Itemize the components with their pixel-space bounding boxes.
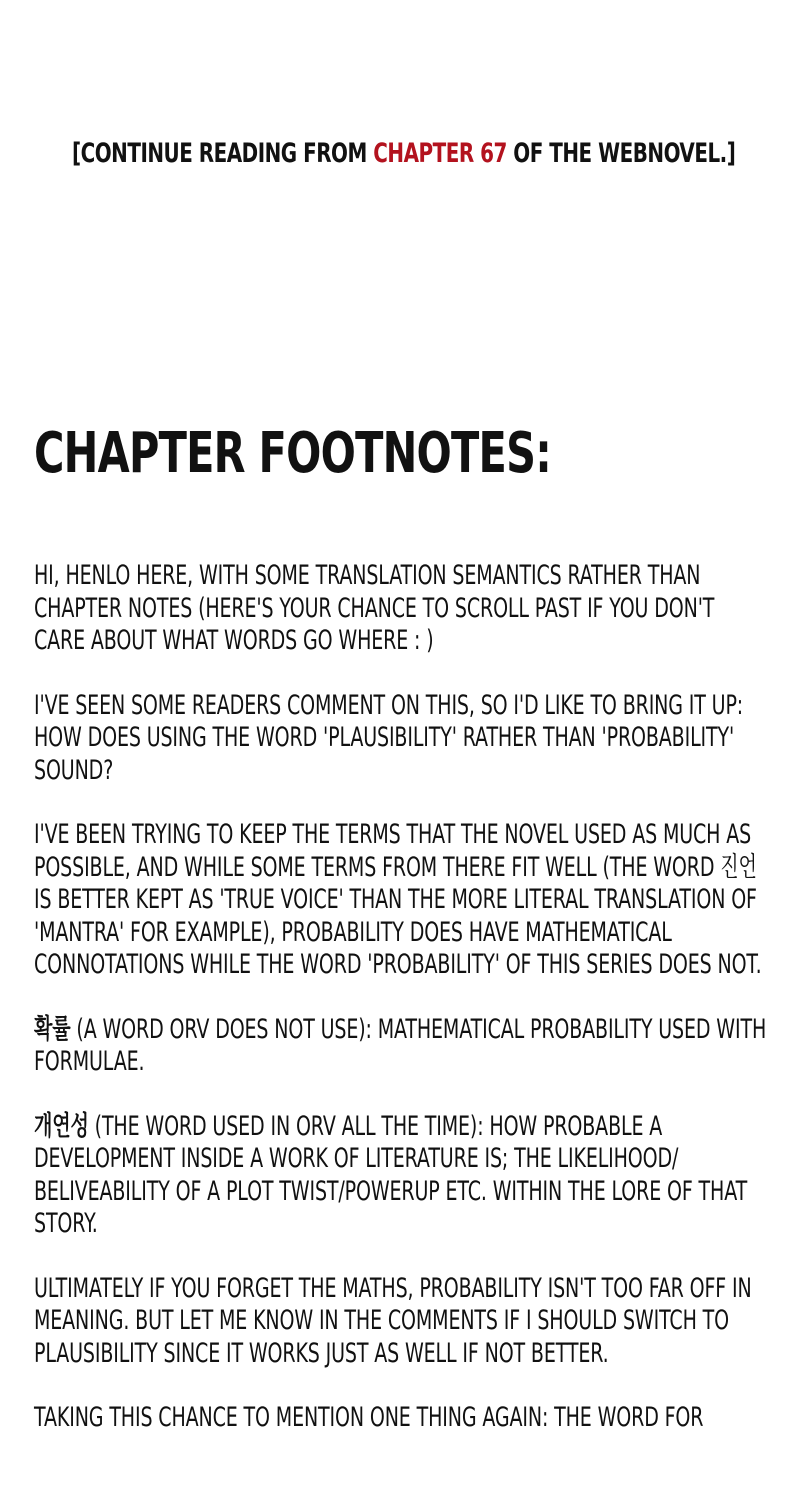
paragraph-explanation: I'VE BEEN TRYING TO KEEP THE TERMS THAT THE NOVEL USED AS MUCH AS POSSIBLE, AND WHILE SOME TERMS FROM THERE FIT WELL (THE WORD 진언 IS BETTER KEPT AS 'TRUE VOICE' THAN THE MORE LITERAL TRANSLATION OF 'MANTRA' FOR EXAMPLE), PROBABILITY DOES HAVE MATHEMATICAL CONNOTATIONS WHILE THE WORD 'PROBABILITY' OF THIS SERIES DOES NOT. xyxy=(34,819,762,980)
definition-term: 개연성 xyxy=(34,1110,89,1142)
continue-reading-prefix: [CONTINUE READING FROM xyxy=(72,138,374,169)
footnotes-body xyxy=(34,560,767,1467)
paragraph-cutoff: TAKING THIS CHANCE TO MENTION ONE THING AGAIN: THE WORD FOR xyxy=(34,1402,704,1433)
footnotes-heading: CHAPTER FOOTNOTES: xyxy=(34,421,552,486)
chapter-link[interactable]: CHAPTER 67 xyxy=(373,138,507,169)
paragraph-conclusion: ULTIMATELY IF YOU FORGET THE MATHS, PROBABILITY ISN'T TOO FAR OFF IN MEANING. BUT LET ME KNOW IN THE COMMENTS IF I SHOULD SWITCH TO PLAUSIBILITY SINCE IT WORKS JUST AS WELL IF NOT BETTER. xyxy=(34,1272,752,1369)
paragraph-question: I'VE SEEN SOME READERS COMMENT ON THIS, SO I'D LIKE TO BRING IT UP: HOW DOES USING THE WORD 'PLAUSIBILITY' RATHER THAN 'PROBABILITY' SOUND? xyxy=(34,689,744,786)
definition-text: (A WORD ORV DOES NOT USE): MATHEMATICAL PROBABILITY USED WITH FORMULAE. xyxy=(34,1013,767,1077)
continue-reading-suffix: OF THE WEBNOVEL.] xyxy=(506,138,736,169)
continue-reading-note xyxy=(72,136,736,172)
definition-text: (THE WORD USED IN ORV ALL THE TIME): HOW PROBABLE A DEVELOPMENT INSIDE A WORK OF LITERATURE IS; THE LIKELIHOOD/ BELIVEABILITY OF A PLOT TWIST/POWERUP ETC. WITHIN THE LORE OF THAT STORY. xyxy=(34,1110,748,1239)
definition-plausibility xyxy=(34,1111,767,1241)
paragraph-intro: HI, HENLO HERE, WITH SOME TRANSLATION SEMANTICS RATHER THAN CHAPTER NOTES (HERE'S YOUR CHANCE TO SCROLL PAST IF YOU DON'T CARE ABOUT WHAT WORDS GO WHERE : ) xyxy=(34,560,715,656)
definition-term: 확률 xyxy=(34,1013,71,1045)
definition-probability xyxy=(34,1014,767,1079)
